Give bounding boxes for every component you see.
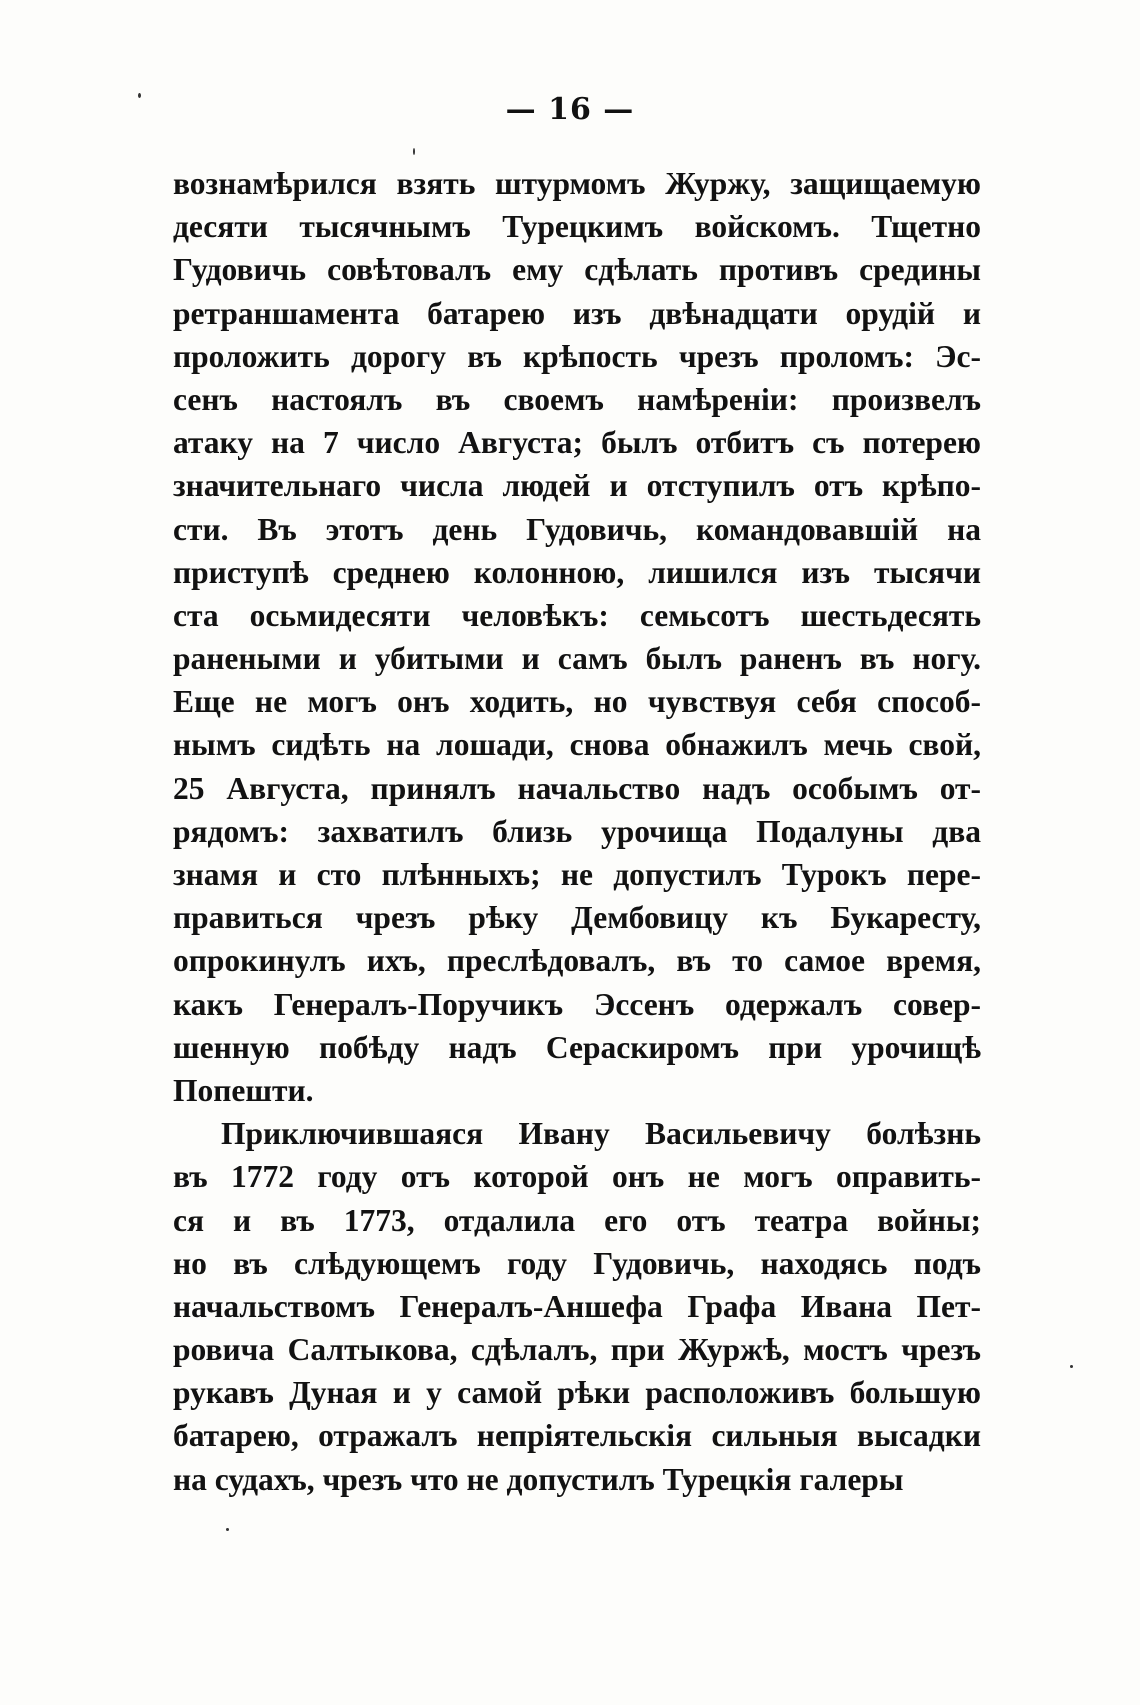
text-line: 25 Августа, принялъ начальство надъ особымъ от- <box>173 770 981 806</box>
text-line: какъ Генералъ-Поручикъ Эссенъ одержалъ совер- <box>173 986 981 1022</box>
text-line: сти. Въ этотъ день Гудовичь, командовавшій на <box>173 511 981 547</box>
text-line: ранеными и убитыми и самъ былъ раненъ въ ногу. <box>173 641 981 677</box>
text-line: Приключившаяся Ивану Васильевичу болѣзнь <box>221 1116 981 1152</box>
text-line: знамя и сто плѣнныхъ; не допустилъ Турокъ пере- <box>173 857 981 892</box>
text-line: шенную побѣду надъ Сераскиромъ при урочищѣ <box>173 1029 981 1065</box>
text-line: правиться чрезъ рѣку Дембовицу къ Букаресту, <box>173 900 981 936</box>
scan-speck <box>226 1528 229 1531</box>
text-line: но въ слѣдующемъ году Гудовичь, находясь подъ <box>173 1245 981 1281</box>
text-line: Гудовичь совѣтовалъ ему сдѣлать противъ средины <box>173 252 981 288</box>
text-line: на судахъ, чрезъ что не допустилъ Турецкія галеры <box>173 1461 904 1497</box>
text-line: Попешти. <box>173 1072 314 1108</box>
scan-speck <box>138 93 141 98</box>
body-text <box>173 162 981 1501</box>
text-line: атаку на 7 число Августа; былъ отбитъ съ потерею <box>173 425 981 461</box>
scan-speck <box>1070 1365 1073 1368</box>
text-line: вознамѣрился взять штурмомъ Журжу, защищаемую <box>173 166 981 201</box>
text-line: приступѣ среднею колонною, лишился изъ тысячи <box>173 554 981 590</box>
text-line: батарею, отражалъ непріятельскія сильныя высадки <box>173 1418 981 1454</box>
text-line: значительнаго числа людей и отступилъ отъ крѣпо- <box>173 468 981 504</box>
scan-speck <box>413 148 415 155</box>
text-line: ровича Салтыкова, сдѣлалъ, при Журжѣ, мостъ чрезъ <box>173 1332 981 1368</box>
text-line: опрокинулъ ихъ, преслѣдовалъ, въ то самое время, <box>173 943 981 979</box>
text-line: сенъ настоялъ въ своемъ намѣреніи: произвелъ <box>173 381 981 417</box>
text-line: ретраншамента батарею изъ двѣнадцати орудій и <box>173 295 981 331</box>
text-line: рукавъ Дуная и у самой рѣки расположивъ большую <box>173 1375 981 1411</box>
text-line: проложить дорогу въ крѣпость чрезъ проломъ: Эс- <box>173 338 981 374</box>
text-line: ста осьмидесяти человѣкъ: семьсотъ шестьдесять <box>173 597 981 633</box>
text-line: въ 1772 году отъ которой онъ не могъ оправить- <box>173 1159 981 1195</box>
text-line: нымъ сидѣть на лошади, снова обнажилъ мечь свой, <box>173 727 981 763</box>
text-line: рядомъ: захватилъ близь урочища Подалуны два <box>173 813 981 849</box>
text-line: Еще не могъ онъ ходить, но чувствуя себя способ- <box>173 684 981 720</box>
text-line: начальствомъ Генералъ-Аншефа Графа Ивана Пет- <box>173 1288 981 1324</box>
text-line: ся и въ 1773, отдалила его отъ театра войны; <box>173 1202 981 1238</box>
page-number: — 16 — <box>505 92 635 127</box>
text-line: десяти тысячнымъ Турецкимъ войскомъ. Тщетно <box>173 209 981 245</box>
